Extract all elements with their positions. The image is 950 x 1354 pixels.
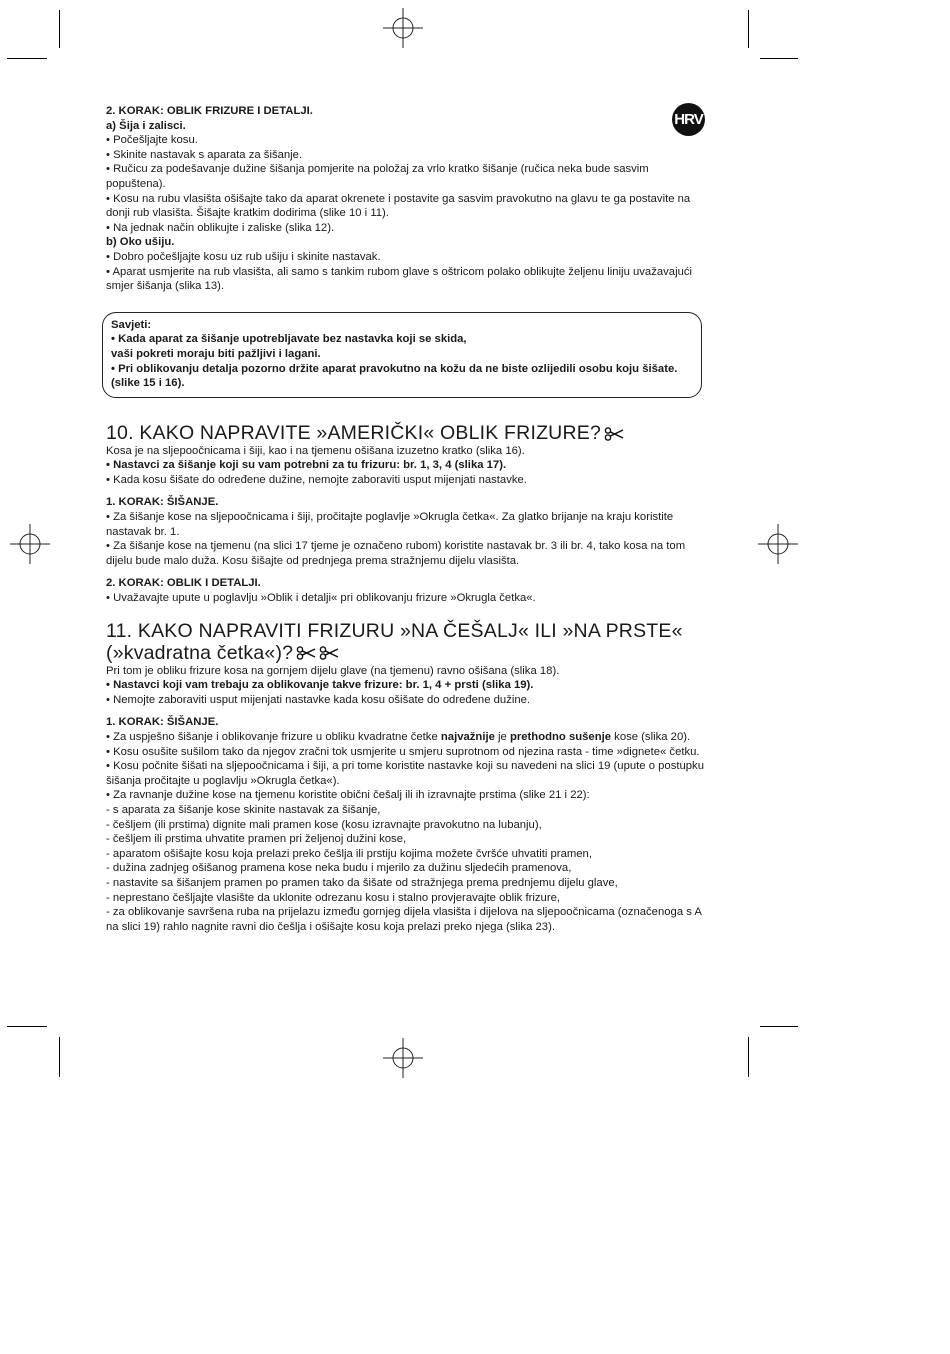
tips-line: • Kada aparat za šišanje upotrebljavate bez nastavka koji se skida, (111, 333, 467, 346)
crop-mark (760, 58, 798, 59)
tips-box (102, 312, 702, 398)
document-body (106, 104, 706, 934)
text-run: kose (slika 20). (611, 731, 691, 743)
crop-mark (59, 10, 60, 48)
scissors-icon (296, 646, 316, 660)
section-title-text: (»kvadratna četka«)? (106, 641, 294, 664)
paragraph: • Na jednak način oblikujte i zaliske (slika 12). (106, 221, 335, 234)
section-title (106, 422, 706, 444)
crop-mark (748, 10, 749, 48)
paragraph: • Nastavci koji vam trebaju za oblikovanje takve frizure: br. 1, 4 + prsti (slika 19). (106, 679, 534, 692)
subheading: a) Šija i zalisci. (106, 119, 186, 132)
list-item: - češljem ili prstima uhvatite pramen pri željenoj dužini kose, (106, 833, 407, 846)
step-heading: 2. KORAK: OBLIK FRIZURE I DETALJI. (106, 105, 313, 117)
tips-line: • Pri oblikovanju detalja pozorno držite aparat pravokutno na kožu da ne biste ozlijedili osobu koju šišate. (slike 15 i 16). (111, 362, 678, 390)
crop-mark (7, 1026, 47, 1027)
emphasis: prethodno sušenje (509, 731, 612, 743)
section-title (106, 642, 706, 664)
emphasis: najvažnije (440, 731, 495, 743)
crop-mark (760, 1026, 798, 1027)
paragraph: • Aparat usmjerite na rub vlasišta, ali samo s tankim rubom glave s oštricom polako oblikujte željenu liniju uvažavajući smjer šišanja (slika 13). (106, 265, 693, 293)
registration-mark-icon (758, 524, 798, 564)
step-heading: 1. KORAK: ŠIŠANJE. (106, 496, 219, 509)
text-run: • Za uspješno šišanje i oblikovanje frizure u obliku kvadratne četke (106, 731, 441, 743)
registration-mark-icon (383, 1038, 423, 1078)
registration-mark-icon (10, 524, 50, 564)
registration-mark-icon (383, 8, 423, 48)
list-item: - aparatom ošišajte kosu koja prelazi preko češlja ili prstiju kojima možete čvršće uhvatiti pramen, (106, 847, 592, 860)
paragraph: • Kada kosu šišate do određene dužine, nemojte zaboraviti usput mijenjati nastavke. (106, 473, 527, 486)
scissors-icon (604, 427, 624, 441)
paragraph: • Ručicu za podešavanje dužine šišanja pomjerite na položaj za vrlo kratko šišanje (ručica neka bude sasvim popuštena). (106, 163, 649, 190)
paragraph: • Za šišanje kose na tjemenu (na slici 17 tjeme je označeno rubom) koristite nastavak br. 3 ili br. 4, tako kosa na tom dijelu bude malo duža. Kosu šišajte od prednjega prema stražnjemu dijelu vlasišta. (106, 540, 686, 567)
paragraph: Pri tom je obliku frizure kosa na gornjem dijelu glave (na tjemenu) ravno ošišana (slika 18). (106, 664, 560, 677)
tips-line: vaši pokreti moraju biti pažljivi i lagani. (111, 347, 321, 360)
paragraph: • Kosu počnite šišati na sljepoočnicama i šiji, a pri tome koristite nastavke koji su navedeni na slici 19 (upute o postupku šišanja pročitajte u poglavlju »Okrugla četka«). (106, 760, 704, 787)
paragraph: • Kosu na rubu vlasišta ošišajte tako da aparat okrenete i postavite ga sasvim pravokutno na glavu te ga postavite na donji rub vlasišta. Šišajte kratkim dodirima (slike 10 i 11). (106, 192, 691, 220)
paragraph: • Dobro počešljajte kosu uz rub ušiju i skinite nastavak. (106, 250, 381, 263)
list-item: - dužina zadnjeg ošišanog pramena kose neka budu i mjerilo za dužinu sljedećih pramenova, (106, 862, 572, 875)
text-run: je (494, 731, 510, 743)
list-item: - s aparata za šišanje kose skinite nastavak za šišanje, (106, 803, 381, 816)
list-item: - nastavite sa šišanjem pramen po pramen tako da šišate od stražnjega prema prednjemu dijelu glave, (106, 876, 618, 889)
language-badge: HRV (672, 103, 705, 136)
list-item: - češljem (ili prstima) dignite mali pramen kose (kosu izravnajte pravokutno na lubanju), (106, 818, 542, 831)
step-heading: 2. KORAK: OBLIK I DETALJI. (106, 577, 261, 590)
crop-mark (7, 58, 47, 59)
crop-mark (59, 1037, 60, 1077)
paragraph: • Za šišanje kose na sljepoočnicama i šiji, pročitajte poglavlje »Okrugla četka«. Za glatko brijanje na kraju koristite nastavak br. 1. (106, 511, 674, 538)
paragraph: • Nastavci za šišanje koji su vam potrebni za tu frizuru: br. 1, 3, 4 (slika 17). (106, 459, 507, 472)
paragraph: • Uvažavajte upute u poglavlju »Oblik i detalji« pri oblikovanju frizure »Okrugla četka«. (106, 592, 536, 605)
scissors-icon (319, 646, 339, 660)
paragraph: • Za ravnanje dužine kose na tjemenu koristite obični češalj ili ih izravnajte prstima (slike 21 i 22): (106, 789, 590, 802)
section-title-text: 10. KAKO NAPRAVITE »AMERIČKI« OBLIK FRIZURE? (106, 421, 601, 444)
crop-mark (748, 1037, 749, 1077)
paragraph: • Kosu osušite sušilom tako da njegov zračni tok usmjerite u smjeru suprotnom od njezina rasta - time »dignete« četku. (106, 745, 700, 758)
paragraph (106, 730, 706, 745)
step-heading: 1. KORAK: ŠIŠANJE. (106, 716, 219, 729)
subheading: b) Oko ušiju. (106, 236, 175, 249)
tips-title: Savjeti: (111, 318, 152, 331)
section-title: 11. KAKO NAPRAVITI FRIZURU »NA ČEŠALJ« ILI »NA PRSTE« (106, 619, 683, 642)
list-item: - za oblikovanje savršena ruba na prijelazu između gornjeg dijela vlasišta i dijelova na sljepoočnicama (označenoga s A na slici 19) rahlo nagnite ravni dio češlja i ošišajte kosu koja prelazi preko njega (slika 23). (106, 906, 702, 933)
paragraph: • Nemojte zaboraviti usput mijenjati nastavke kada kosu ošišate do određene dužine. (106, 693, 531, 706)
paragraph: • Skinite nastavak s aparata za šišanje. (106, 148, 303, 161)
list-item: - neprestano češljajte vlasište da uklonite odrezanu kosu i stalno provjeravajte oblik frizure, (106, 891, 560, 904)
paragraph: Kosa je na sljepoočnicama i šiji, kao i na tjemenu ošišana izuzetno kratko (slika 16). (106, 444, 525, 457)
paragraph: • Počešljajte kosu. (106, 134, 198, 147)
